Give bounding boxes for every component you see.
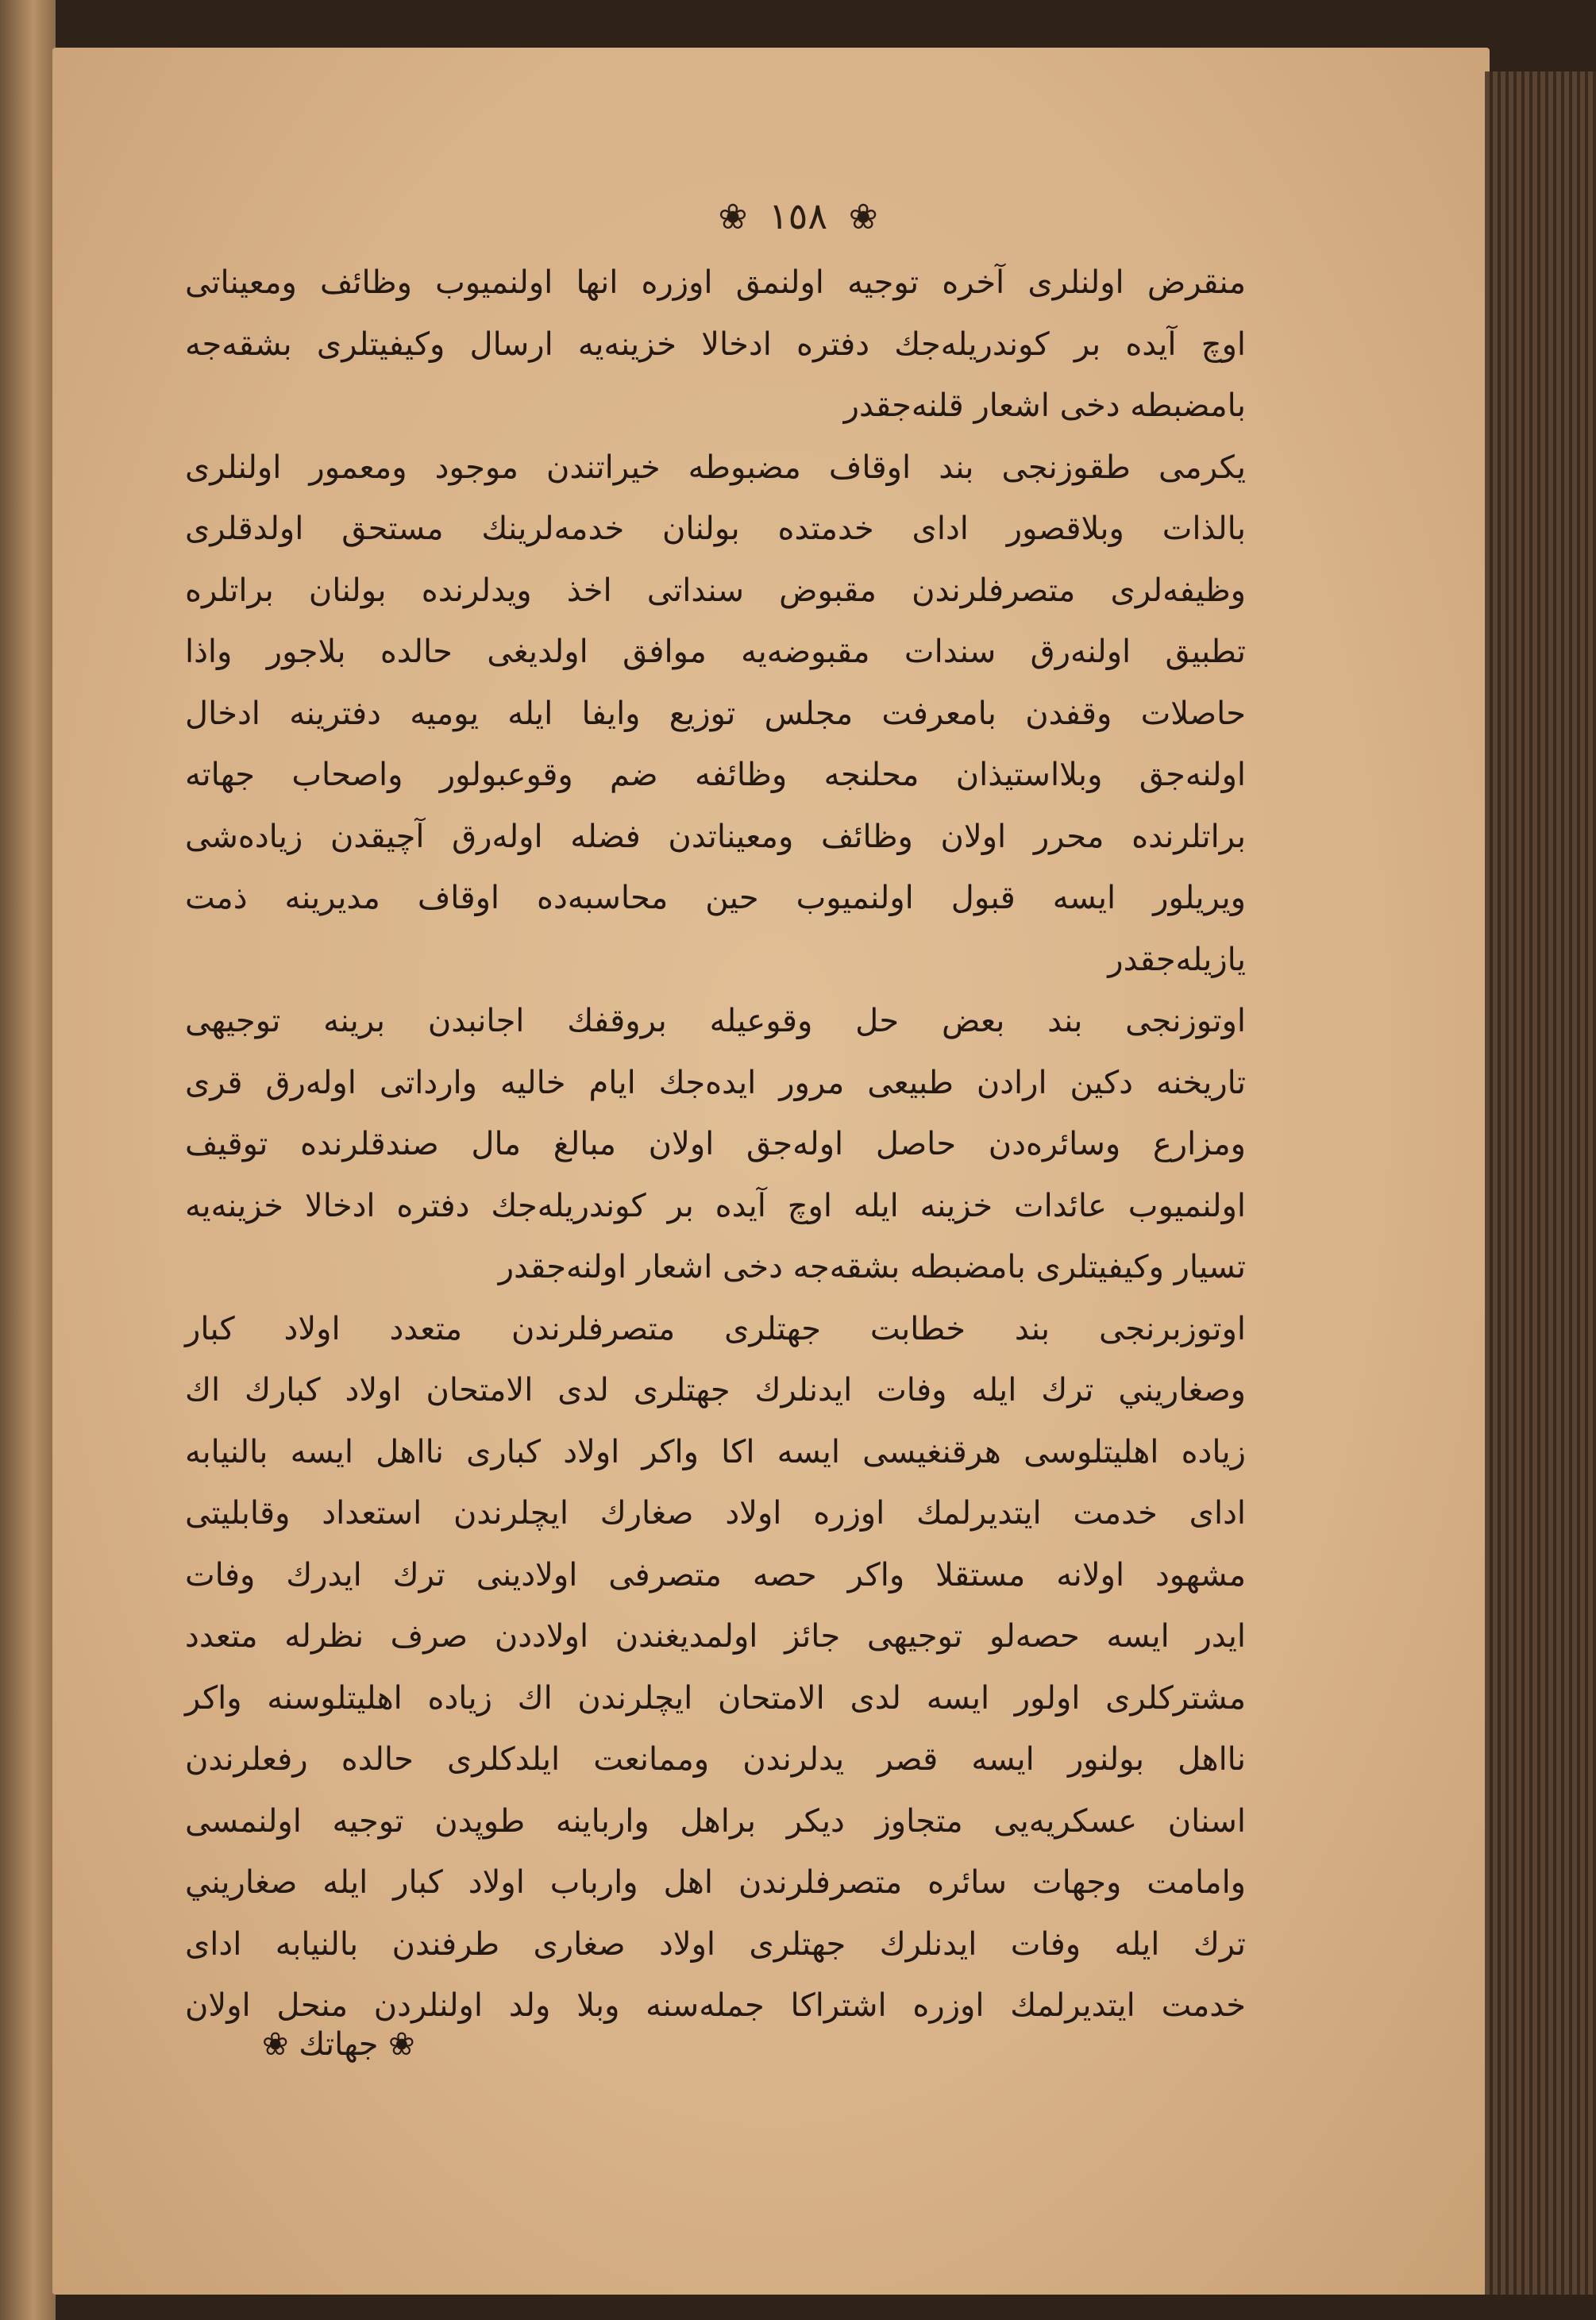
text-line: خدمت ايتديرلمك اوزره اشتراكا جمله‌سنه وبلا ولد اولنلردن منحل اولان — [185, 1987, 1246, 2024]
text-line: ترك ايله وفات ايدنلرك جهتلری اولاد صغاری طرفندن بالنيابه ادای — [185, 1925, 1246, 1963]
text-line: مشتركلری اولور ايسه لدی الامتحان ايچلرندن اك زياده اهليتلوسنه واكر — [185, 1679, 1246, 1717]
text-line: ايدر ايسه حصه‌لو توجيهی جائز اولمديغندن اولاددن صرف نظرله متعدد — [185, 1618, 1246, 1655]
text-line: بامضبطه دخی اشعار قلنه‌جقدر — [843, 387, 1246, 424]
facing-page-edge — [0, 0, 56, 2320]
text-line: ادای خدمت ايتديرلمك اوزره اولاد صغارك ايچلرندن استعداد وقابليتی — [185, 1495, 1246, 1532]
text-line: اوتوزنجی بند بعض حل وقوعيله بروقفك اجانبدن برينه توجيهی — [185, 1003, 1246, 1039]
page-header — [0, 195, 1596, 237]
text-line: وامامت وجهات سائره متصرفلرندن اهل وارباب اولاد كبار ايله صغاريني — [185, 1864, 1246, 1901]
text-line: بالذات وبلاقصور ادای خدمتده بولنان خدمه‌لرينك مستحق اولدقلری — [185, 511, 1246, 547]
text-line: براتلرنده محرر اولان وظائف ومعيناتدن فضله اوله‌رق آچيقدن زياده‌شی — [185, 818, 1246, 855]
text-line: اوچ آيده بر كوندريله‌جك دفتره ادخالا خزينه‌يه ارسال وكيفيتلری بشقه‌جه — [185, 326, 1246, 363]
text-line: تسيار وكيفيتلری بامضبطه بشقه‌جه دخی اشعار اولنه‌جقدر — [498, 1249, 1246, 1285]
text-line: وصغاريني ترك ايله وفات ايدنلرك جهتلری لدی الامتحان اولاد كبارك اك — [185, 1372, 1246, 1409]
page-stack-edge — [1485, 71, 1596, 2295]
text-line: منقرض اولنلری آخره توجیه اولنمق اوزره انها اولنميوب وظائف ومعيناتی — [185, 264, 1246, 301]
catchword — [262, 2026, 415, 2063]
text-line: يكرمی طقوزنجی بند اوقاف مضبوطه خيراتندن موجود ومعمور اولنلری — [185, 449, 1246, 486]
text-line: تطبيق اولنه‌رق سندات مقبوضه‌يه موافق اولديغی حالده بلاجور واذا — [185, 634, 1246, 670]
text-line: اولنميوب عائدات خزينه ايله اوچ آيده بر كوندريله‌جك دفتره ادخالا خزينه‌يه — [185, 1187, 1246, 1224]
text-line: يازيله‌جقدر — [1108, 941, 1246, 978]
text-line: نااهل بولنور ايسه قصر يدلرندن وممانعت ايلدكلری حالده رفعلرندن — [185, 1741, 1246, 1778]
ornament-icon: ❀ — [262, 2026, 289, 2063]
ornament-icon: ❀ — [848, 197, 878, 237]
catchword-text: جهاتك — [299, 2026, 379, 2063]
body-text — [185, 252, 1246, 2037]
ornament-icon: ❀ — [388, 2026, 415, 2063]
text-line: تاريخنه دكين ارادن طبيعی مرور ايده‌جك ايام خاليه وارداتی اوله‌رق قری — [185, 1064, 1246, 1101]
text-line: زياده اهليتلوسی هرقنغيسی ايسه اكا واكر اولاد كباری نااهل ايسه بالنيابه — [185, 1433, 1246, 1470]
ornament-icon: ❀ — [718, 197, 748, 237]
text-line: وظيفه‌لری متصرفلرندن مقبوض سنداتی اخذ ويدلرنده بولنان براتلره — [185, 572, 1246, 609]
text-line: حاصلات وقفدن بامعرفت مجلس توزيع وايفا ايله يوميه دفترينه ادخال — [185, 695, 1246, 732]
text-line: اوتوزبرنجی بند خطابت جهتلری متصرفلرندن متعدد اولاد كبار — [185, 1310, 1246, 1347]
text-line: اسنان عسكريه‌يی متجاوز ديكر براهل وارباينه طوپدن توجيه اولنمسی — [185, 1802, 1246, 1840]
text-line: ومزارع وسائره‌دن حاصل اوله‌جق اولان مبالغ مال صندقلرنده توقيف — [185, 1126, 1246, 1162]
text-line: مشهود اولانه مستقلا واكر حصه متصرفی اولادينی ترك ايدرك وفات — [185, 1556, 1246, 1594]
text-line: اولنه‌جق وبلااستيذان محلنجه وظائفه ضم وقوعبولور واصحاب جهاته — [185, 757, 1246, 793]
page-number: ١٥٨ — [768, 195, 828, 237]
text-line: ويريلور ايسه قبول اولنميوب حين محاسبه‌ده اوقاف مديرينه ذمت — [185, 880, 1246, 916]
